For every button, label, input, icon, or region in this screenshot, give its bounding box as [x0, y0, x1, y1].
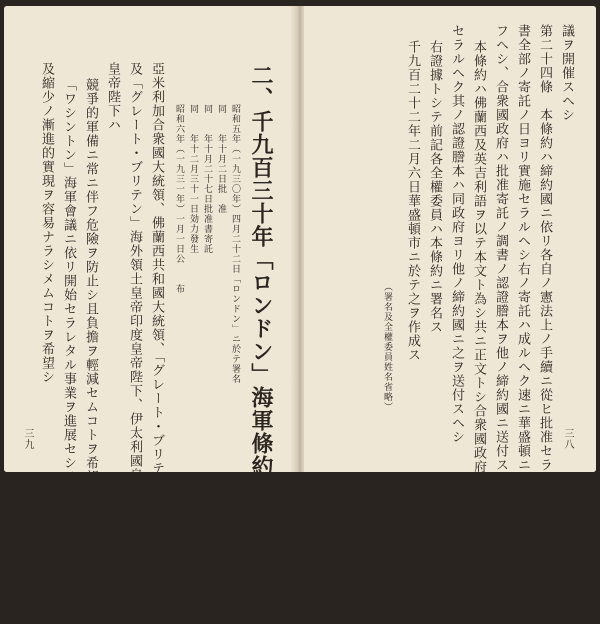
signature-note: （署名及全權委員姓名省略）	[382, 282, 392, 412]
date-line-signed: 昭和五年（一九三〇年）四月二十二日「ロンドン」ニ於テ署名	[230, 104, 240, 384]
right-column-5: 本條約ハ佛蘭西及英吉利語ヲ以テ本文ト為シ共ニ正文トシ合衆國政府ノ記錄ニ寄託保存	[471, 40, 486, 586]
section-heading: 二、千九百三十年「ロンドン」海軍條約	[248, 64, 274, 478]
date-line-effective: 同 年十二月三十一日効力發生	[188, 104, 198, 254]
right-column-3: 書全部ノ寄託ノ日ヨリ實施セラルヘシ右ノ寄託ハ成ルヘク速ニ華盛頓ニ於テ之ヲ行	[515, 24, 530, 542]
right-column-8: 千九百二十二年二月六日華盛頓市ニ於テ之ヲ作成ス	[405, 40, 420, 362]
right-page-number: 三八	[562, 428, 573, 450]
left-column-6: 及縮少ノ漸進的實現ヲ容易ナラシメムコトヲ希望シ	[39, 62, 54, 384]
right-column-7: 右證據トシテ前記各全權委員ハ本條約ニ署名ス	[427, 40, 442, 334]
open-book	[4, 6, 596, 624]
right-column-1: 議ヲ開催スヘシ	[559, 24, 574, 122]
left-column-3: 皇帝陛下ハ	[105, 62, 120, 132]
left-column-5: 「ワシントン」海軍會議ニ依リ開始セラレタル事業ヲ進展セシメ且軍備ノ一般的ノ制限	[61, 78, 76, 624]
left-page	[4, 6, 296, 624]
left-column-4: 競爭的軍備ニ常ニ伴フ危險ヲ防止シ且負擔ヲ輕減セムコトヲ希望シ且	[83, 78, 98, 512]
left-column-1: 亞米利加合衆國大統領、佛蘭西共和國大統領、「グレート・ブリテン」「アイルランド」	[149, 62, 164, 609]
date-line-ratified: 同 年十月二日批 准	[216, 104, 226, 214]
date-line-deposited: 同 年十月二十七日批准書寄託	[202, 104, 212, 254]
left-column-2: 及「グレート・ブリテン」海外領土皇帝印度皇帝陛下、伊太利國皇帝陛下並ニ日本國	[127, 62, 142, 594]
right-page	[304, 6, 596, 586]
right-column-4: フヘシ、合衆國政府ハ批准寄託ノ調書ノ認證謄本ヲ他ノ締約國ニ送付スヘシ	[493, 24, 508, 500]
left-page-number: 三九	[22, 428, 33, 450]
right-column-2: 第二十四條 本條約ハ締約國ニ依リ各自ノ憲法上ノ手續ニ從ヒ批准セラルヘキ且批准	[537, 24, 552, 556]
date-line-promulgated: 昭和六年（一九三一年）一月一日公 布	[174, 104, 184, 294]
right-column-6: セラルヘク其ノ認證謄本ハ同政府ヨリ他ノ締約國ニ之ヲ送付スヘシ	[449, 24, 464, 444]
